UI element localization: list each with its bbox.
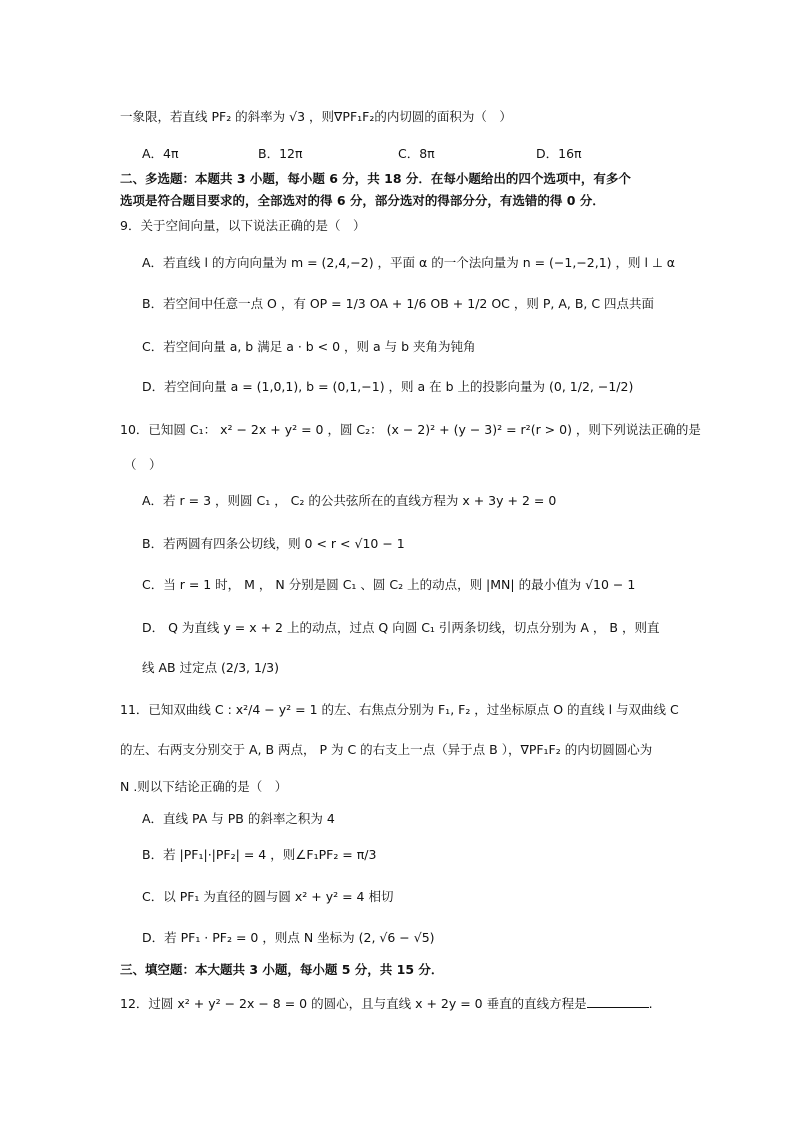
q8-continuation: 一象限，若直线 PF₂ 的斜率为 √3 ，则∇PF₁F₂的内切圆的面积为（ ） [120, 109, 512, 124]
q9-option-a: A．若直线 l 的方向向量为 m = (2,4,−2) ，平面 α 的一个法向量为 n = (−1,−2,1) ，则 l ⊥ α [142, 255, 676, 270]
q11-stem-line3: N .则以下结论正确的是（ ） [120, 779, 288, 794]
q10-stem-line2: （ ） [124, 457, 162, 472]
q11-option-d: D．若 PF₁ · PF₂ = 0 ，则点 N 坐标为 (2, √6 − √5) [142, 930, 435, 945]
q9-option-b: B．若空间中任意一点 O ，有 OP = 1/3 OA + 1/6 OB + 1/2 OC ，则 P, A, B, C 四点共面 [142, 296, 655, 311]
q12-question [120, 995, 653, 1013]
q12-stem: 12．过圆 x² + y² − 2x − 8 = 0 的圆心，且与直线 x + 2y = 0 垂直的直线方程是 [120, 996, 587, 1011]
q11-stem-line1: 11．已知双曲线 C : x²/4 − y² = 1 的左、右焦点分别为 F₁, F₂ ，过坐标原点 O 的直线 l 与双曲线 C [120, 702, 679, 717]
q11-option-a: A．直线 PA 与 PB 的斜率之积为 4 [142, 811, 335, 826]
q8-option-a: A．4π [142, 146, 179, 161]
q10-option-c: C．当 r = 1 时， M ， N 分别是圆 C₁ 、圆 C₂ 上的动点，则 |MN| 的最小值为 √10 − 1 [142, 577, 636, 592]
section3-heading: 三、填空题：本大题共 3 小题，每小题 5 分，共 15 分． [120, 962, 444, 977]
q9-option-d: D．若空间向量 a = (1,0,1), b = (0,1,−1) ，则 a 在 b 上的投影向量为 (0, 1/2, −1/2) [142, 379, 634, 394]
q10-option-a: A．若 r = 3 ，则圆 C₁ ， C₂ 的公共弦所在的直线方程为 x + 3y + 2 = 0 [142, 493, 557, 508]
q12-end: . [648, 996, 653, 1011]
q10-option-d-line1: D． Q 为直线 y = x + 2 上的动点，过点 Q 向圆 C₁ 引两条切线，切点分别为 A ， B ，则直 [142, 620, 660, 635]
q8-option-b: B．12π [258, 146, 303, 161]
section2-heading-line1: 二、多选题：本题共 3 小题，每小题 6 分，共 18 分．在每小题给出的四个选项中，有多个 [120, 171, 631, 186]
q8-option-c: C．8π [398, 146, 435, 161]
q9-stem: 9．关于空间向量，以下说法正确的是（ ） [120, 218, 366, 233]
answer-blank [587, 995, 649, 1008]
q10-option-b: B．若两圆有四条公切线，则 0 < r < √10 − 1 [142, 536, 405, 551]
q9-option-c: C．若空间向量 a, b 满足 a · b < 0 ，则 a 与 b 夹角为钝角 [142, 339, 476, 354]
section2-heading-line2: 选项是符合题目要求的，全部选对的得 6 分，部分选对的得部分分，有选错的得 0 分． [120, 193, 605, 208]
q11-option-c: C．以 PF₁ 为直径的圆与圆 x² + y² = 4 相切 [142, 889, 394, 904]
q10-stem-line1: 10．已知圆 C₁： x² − 2x + y² = 0 ，圆 C₂： (x − 2)² + (y − 3)² = r²(r > 0) ，则下列说法正确的是 [120, 422, 701, 437]
q11-stem-line2: 的左、右两支分别交于 A, B 两点， P 为 C 的右支上一点（异于点 B ），∇PF₁F₂ 的内切圆圆心为 [120, 742, 653, 757]
q8-option-d: D．16π [536, 146, 582, 161]
q11-option-b: B．若 |PF₁|·|PF₂| = 4 ，则∠F₁PF₂ = π/3 [142, 847, 377, 862]
q10-option-d-line2: 线 AB 过定点 (2/3, 1/3) [142, 660, 279, 675]
